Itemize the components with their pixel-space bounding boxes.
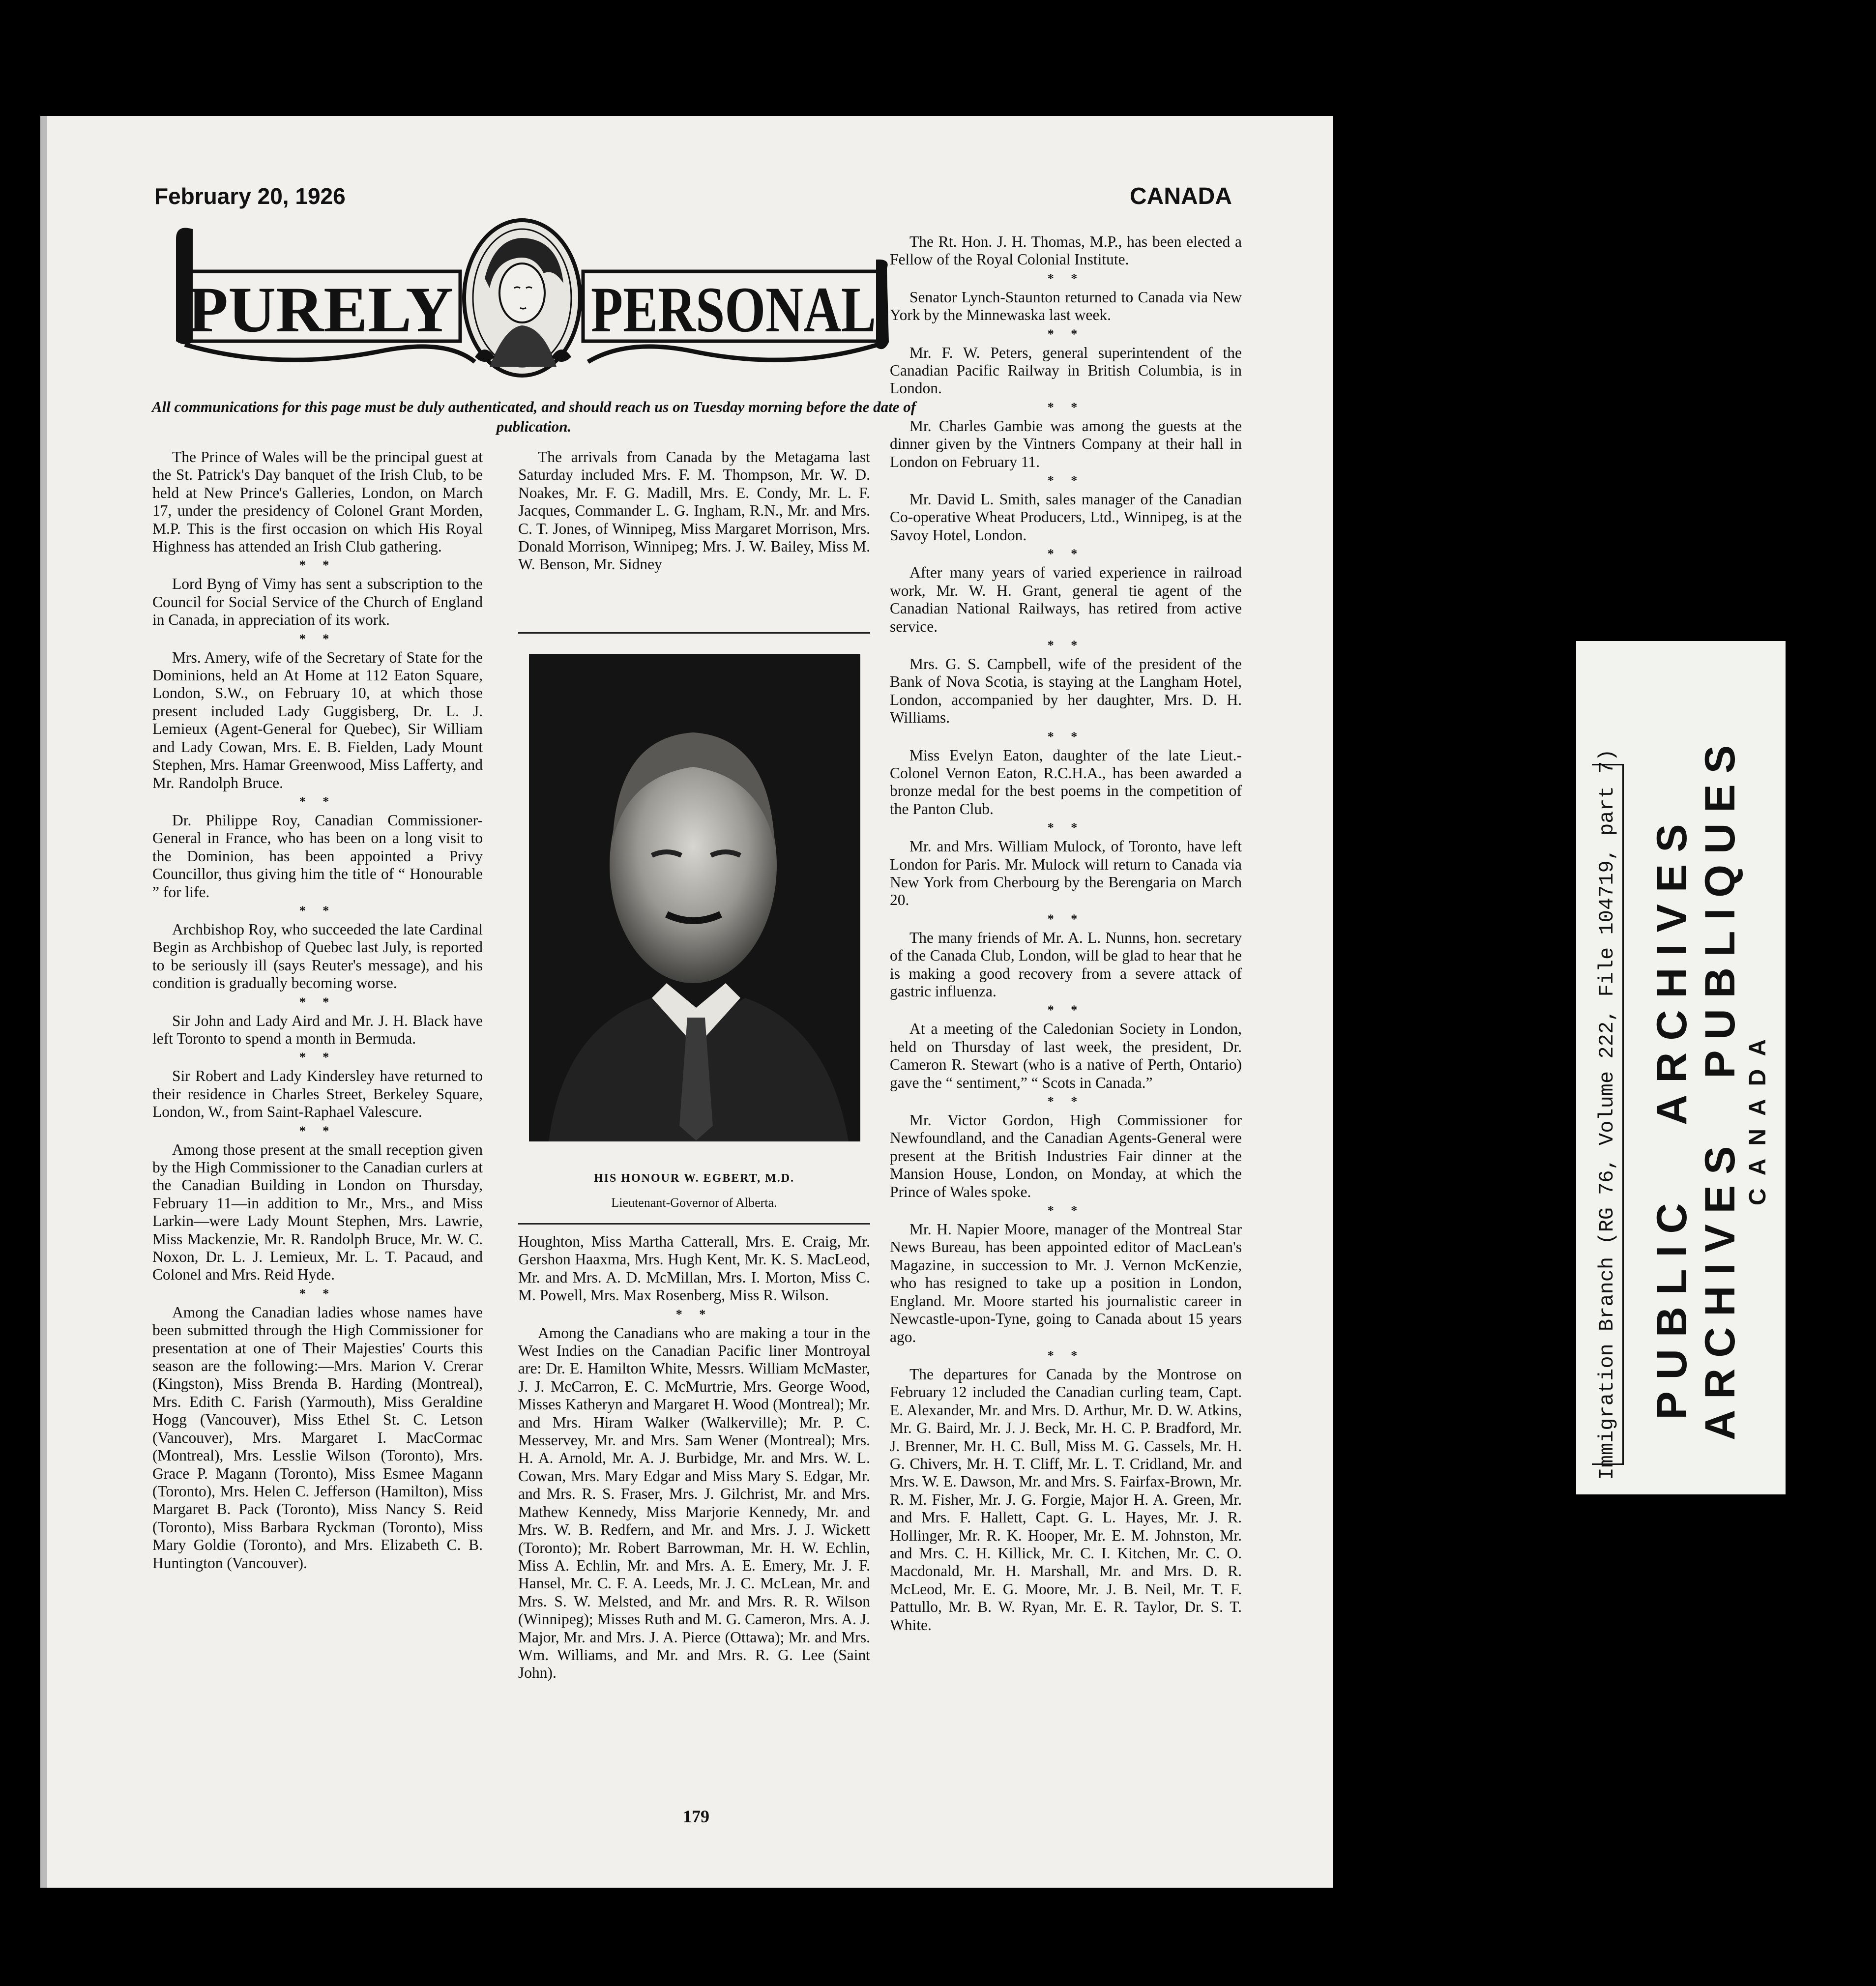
news-item: Houghton, Miss Martha Catterall, Mrs. E. Craig, Mr. Gershon Haaxma, Mrs. Hugh Kent, Mr. K. S. MacLeod, Mr. and Mrs. A. D. McMillan, Mrs. I. Morton, Miss C. M. Powell, Mrs. Max Rosenberg, Miss R. Wilson. [518,1233,870,1304]
news-item: The Rt. Hon. J. H. Thomas, M.P., has been elected a Fellow of the Royal Colonial Institute. [890,233,1242,268]
masthead-garland [588,345,878,362]
photo-caption-name: HIS HONOUR W. EGBERT, M.D. [593,1172,795,1185]
column-2-top [518,448,870,574]
portrait-photo [529,654,860,1141]
item-separator: * * [299,794,336,809]
news-item: Mr. F. W. Peters, general superintendent of the Canadian Pacific Railway in British Columbia, is in London. [890,344,1242,397]
column-2-bottom [518,1233,870,1682]
news-item: Sir Robert and Lady Kindersley have returned to their residence in Charles Street, Berkeley Square, London, W., from Saint-Raphael Valescure. [152,1067,483,1121]
masthead-garland [185,345,475,362]
archive-name-french: ARCHIVES PUBLIQUES [1697,734,1744,1440]
news-item: Mr. Charles Gambie was among the guests at the dinner given by the Vintners Company at their hall in London on February 11. [890,417,1242,470]
masthead-title-left: PURELY [188,273,453,346]
photo-caption-title: Lieutenant-Governor of Alberta. [611,1196,777,1210]
item-separator: * * [299,1123,336,1138]
news-item: Mr. Victor Gordon, High Commissioner for Newfoundland, and the Canadian Agents-General were present at the British Industries Fair dinner at the Mansion House, London, on Monday, at which the Prince of Wales spoke. [890,1111,1242,1200]
item-separator: * * [299,1050,336,1065]
masthead-portrait-medallion [464,220,580,376]
news-item: Mrs. G. S. Campbell, wife of the president of the Bank of Nova Scotia, is staying at the Langham Hotel, London, accompanied by her daughter, Mrs. D. H. Williams. [890,655,1242,727]
archive-label [1576,641,1786,1494]
item-separator: * * [299,558,336,573]
item-separator: * * [1047,729,1085,744]
issue-date: February 20, 1926 [154,183,346,209]
item-separator: * * [675,1307,713,1321]
column-3 [890,233,1242,1634]
news-item: Senator Lynch-Staunton returned to Canada via New York by the Minnewaska last week. [890,288,1242,324]
divider-rule [518,1223,870,1225]
item-separator: * * [1047,638,1085,652]
item-separator: * * [1047,547,1085,561]
column-1 [152,448,483,1572]
submission-notice: All communications for this page must be duly authenticated, and should reach us on Tuesday morning before the date of publication. [151,398,916,435]
item-separator: * * [1047,1348,1085,1363]
item-separator: * * [1047,820,1085,835]
item-separator: * * [299,903,336,918]
masthead-title-right: PERSONAL [591,273,876,346]
news-item: The Prince of Wales will be the principal guest at the St. Patrick's Day banquet of the Irish Club, to be held at New Prince's Galleries, London, on March 17, under the presidency of Colonel Grant Morden, M.P. This is the first occasion on which His Royal Highness has attended an Irish Club gathering. [152,448,483,555]
divider-rule [518,632,870,634]
item-separator: * * [1047,911,1085,926]
magazine-page [40,116,1333,1888]
item-separator: * * [1047,400,1085,414]
news-item: The departures for Canada by the Montrose on February 12 included the Canadian curling team, Capt. E. Alexander, Mr. and Mrs. D. Arthur, Mr. D. W. Atkins, Mr. G. Baird, Mr. J. J. Beck, Mr. H. C. P. Bradford, Mr. J. Brenner, Mr. H. C. Bull, Miss M. G. Cassels, Mr. H. G. Chivers, Mr. H. T. Cliff, Mr. L. T. Cridland, Mr. and Mrs. W. E. Dawson, Mr. and Mrs. S. Fairfax-Brown, Mr. R. M. Fisher, Mr. J. G. Forgie, Major H. A. Green, Mr. and Mrs. F. Hallett, Capt. G. L. Hayes, Mr. J. R. Hollinger, Mr. R. K. Hooper, Mr. E. M. Johnston, Mr. and Mrs. C. H. Killick, Mr. C. I. Kitchen, Mr. C. O. Macdonald, Mr. H. Marshall, Mr. and Mrs. D. R. McLeod, Mr. E. G. Moore, Mr. J. B. Neil, Mr. T. F. Pattullo, Mr. B. W. Ryan, Mr. E. R. Taylor, Dr. S. T. White. [890,1365,1242,1634]
purely-personal-masthead [170,224,893,381]
news-item: At a meeting of the Caledonian Society in London, held on Thursday of last week, the president, Dr. Cameron R. Stewart (who is a native of Perth, Ontario) gave the “ sentiment,” “ Scots in Canada.” [890,1020,1242,1091]
item-separator: * * [1047,271,1085,286]
item-separator: * * [299,631,336,646]
item-separator: * * [299,1286,336,1301]
item-separator: * * [1047,1003,1085,1018]
page-number: 179 [683,1807,709,1826]
news-item: Sir John and Lady Aird and Mr. J. H. Black have left Toronto to spend a month in Bermuda. [152,1012,483,1047]
archive-name-english: PUBLIC ARCHIVES [1648,812,1696,1420]
news-item: Mr. and Mrs. William Mulock, of Toronto, have left London for Paris. Mr. Mulock will return to Canada via New York from Cherbourg by the Berengaria on March 20. [890,838,1242,909]
news-item: Mr. H. Napier Moore, manager of the Montreal Star News Bureau, has been appointed editor of MacLean's Magazine, in succession to Mr. J. Vernon McKenzie, who has resigned to take up a position in London, England. Mr. Moore started his journalistic career in Newcastle-upon-Tyne, going to Canada about 15 years ago. [890,1221,1242,1345]
archive-reference: Immigration Branch (RG 76, Volume 222, File 104719, part 7) [1592,764,1624,1465]
item-separator: * * [1047,473,1085,488]
news-item: Dr. Philippe Roy, Canadian Commissioner-General in France, who has been on a long visit to the Dominion, has been appointed a Privy Councillor, thus giving him the title of “ Honourable ” for life. [152,811,483,901]
news-item: The arrivals from Canada by the Metagama last Saturday included Mrs. F. M. Thompson, Mr. W. D. Noakes, Mr. F. G. Madill, Mrs. E. Condy, Mr. L. F. Jacques, Commander L. G. Ingham, R.N., Mr. and Mrs. C. T. Jones, of Winnipeg, Miss Margaret Morrison, Mrs. Donald Morrison, Winnipeg; Mrs. J. W. Bailey, Miss M. W. Benson, Mr. Sidney [518,448,870,573]
news-item: Lord Byng of Vimy has sent a subscription to the Council for Social Service of the Church of England in Canada, in appreciation of its work. [152,575,483,629]
news-item: After many years of varied experience in railroad work, Mr. W. H. Grant, general tie agent of the Canadian National Railways, has retired from active service. [890,564,1242,635]
news-item: Among those present at the small reception given by the High Commissioner to the Canadian curlers at the Canadian Building in London on Thursday, February 11—in addition to Mr., Mrs., and Miss Larkin—were Lady Mount Stephen, Mrs. Lawrie, Miss Mackenzie, Mr. R. Randolph Bruce, Mr. W. C. Noxon, Dr. L. J. Lemieux, Mr. L. T. Pacaud, and Colonel and Mrs. Reid Hyde. [152,1140,483,1284]
news-item: Miss Evelyn Eaton, daughter of the late Lieut.-Colonel Vernon Eaton, R.C.H.A., has been awarded a bronze medal for the best poems in the competition of the Panton Club. [890,746,1242,818]
news-item: Among the Canadians who are making a tour in the West Indies on the Canadian Pacific liner Montroyal are: Dr. E. Hamilton White, Messrs. William McMaster, J. J. McCarron, E. C. McMurtrie, Mrs. George Wood, Misses Katheryn and Margaret H. Wood (Montreal); Mr. and Mrs. Hiram Walker (Walkerville); Mr. P. C. Messervey, Mr. and Mrs. Sam Wener (Montreal); Mrs. H. A. Arnold, Mr. A. J. Burbidge, Mr. and Mrs. W. L. Cowan, Mrs. Mary Edgar and Miss Mary S. Edgar, Mr. and Mrs. R. S. Fraser, Mrs. J. Gilchrist, Mr. and Mrs. Mathew Kennedy, Miss Marjorie Kennedy, Mr. and Mrs. W. B. Redfern, and Mr. and Mrs. J. J. Wickett (Toronto); Mr. Robert Barrowman, Mr. H. W. Echlin, Miss A. Echlin, Mr. and Mrs. A. E. Emery, Mr. J. F. Hansel, Mr. C. F. A. Leeds, Mr. J. C. McLean, Mr. and Mrs. S. W. Melsted, and Mr. and Mrs. R. R. Wilson (Winnipeg); Misses Ruth and M. G. Cameron, Mrs. A. J. Major, Mr. and Mrs. J. A. Pierce (Ottawa); Mr. and Mrs. Wm. Williams, and Mr. and Mrs. R. G. Lee (Saint John). [518,1324,870,1682]
item-separator: * * [1047,326,1085,341]
news-item: The many friends of Mr. A. L. Nunns, hon. secretary of the Canada Club, London, will be glad to hear that he is making a good recovery from a severe attack of gastric influenza. [890,929,1242,1000]
news-item: Mr. David L. Smith, sales manager of the Canadian Co-operative Wheat Producers, Ltd., Winnipeg, is at the Savoy Hotel, London. [890,491,1242,544]
news-item: Archbishop Roy, who succeeded the late Cardinal Begin as Archbishop of Quebec last July, is reported to be seriously ill (says Reuter's message), and his condition is gradually becoming worse. [152,920,483,992]
section-title: CANADA [1130,183,1232,209]
item-separator: * * [1047,1203,1085,1218]
item-separator: * * [1047,1094,1085,1109]
news-item: Among the Canadian ladies whose names have been submitted through the High Commissioner for presentation at one of Their Majesties' Courts this season are the following:—Mrs. Marion V. Crerar (Kingston), Miss Brenda B. Harding (Montreal), Mrs. Edith C. Farish (Yarmouth), Miss Geraldine Hogg (Vancouver), Miss Ethel St. C. Letson (Vancouver), Mrs. Margaret I. MacCormac (Montreal), Mrs. Lesslie Wilson (Toronto), Mrs. Grace P. Magann (Toronto), Miss Esmee Magann (Toronto), Mrs. Helen C. Jefferson (Hamilton), Miss Margaret B. Pack (Toronto), Miss Nancy S. Reid (Toronto), Miss Barbara Ryckman (Toronto), Miss Mary Goldie (Toronto), and Mrs. Elizabeth C. B. Huntington (Vancouver). [152,1303,483,1572]
item-separator: * * [299,994,336,1009]
news-item: Mrs. Amery, wife of the Secretary of State for the Dominions, held an At Home at 112 Eaton Square, London, S.W., on February 10, at which those present included Lady Guggisberg, Dr. L. J. Lemieux (Agent-General for Quebec), Sir William and Lady Cowan, Mrs. E. B. Fielden, Lady Mount Stephen, Mrs. Hamar Greenwood, Miss Lafferty, and Mr. Randolph Bruce. [152,648,483,791]
archive-country: CANADA [1745,1026,1771,1205]
